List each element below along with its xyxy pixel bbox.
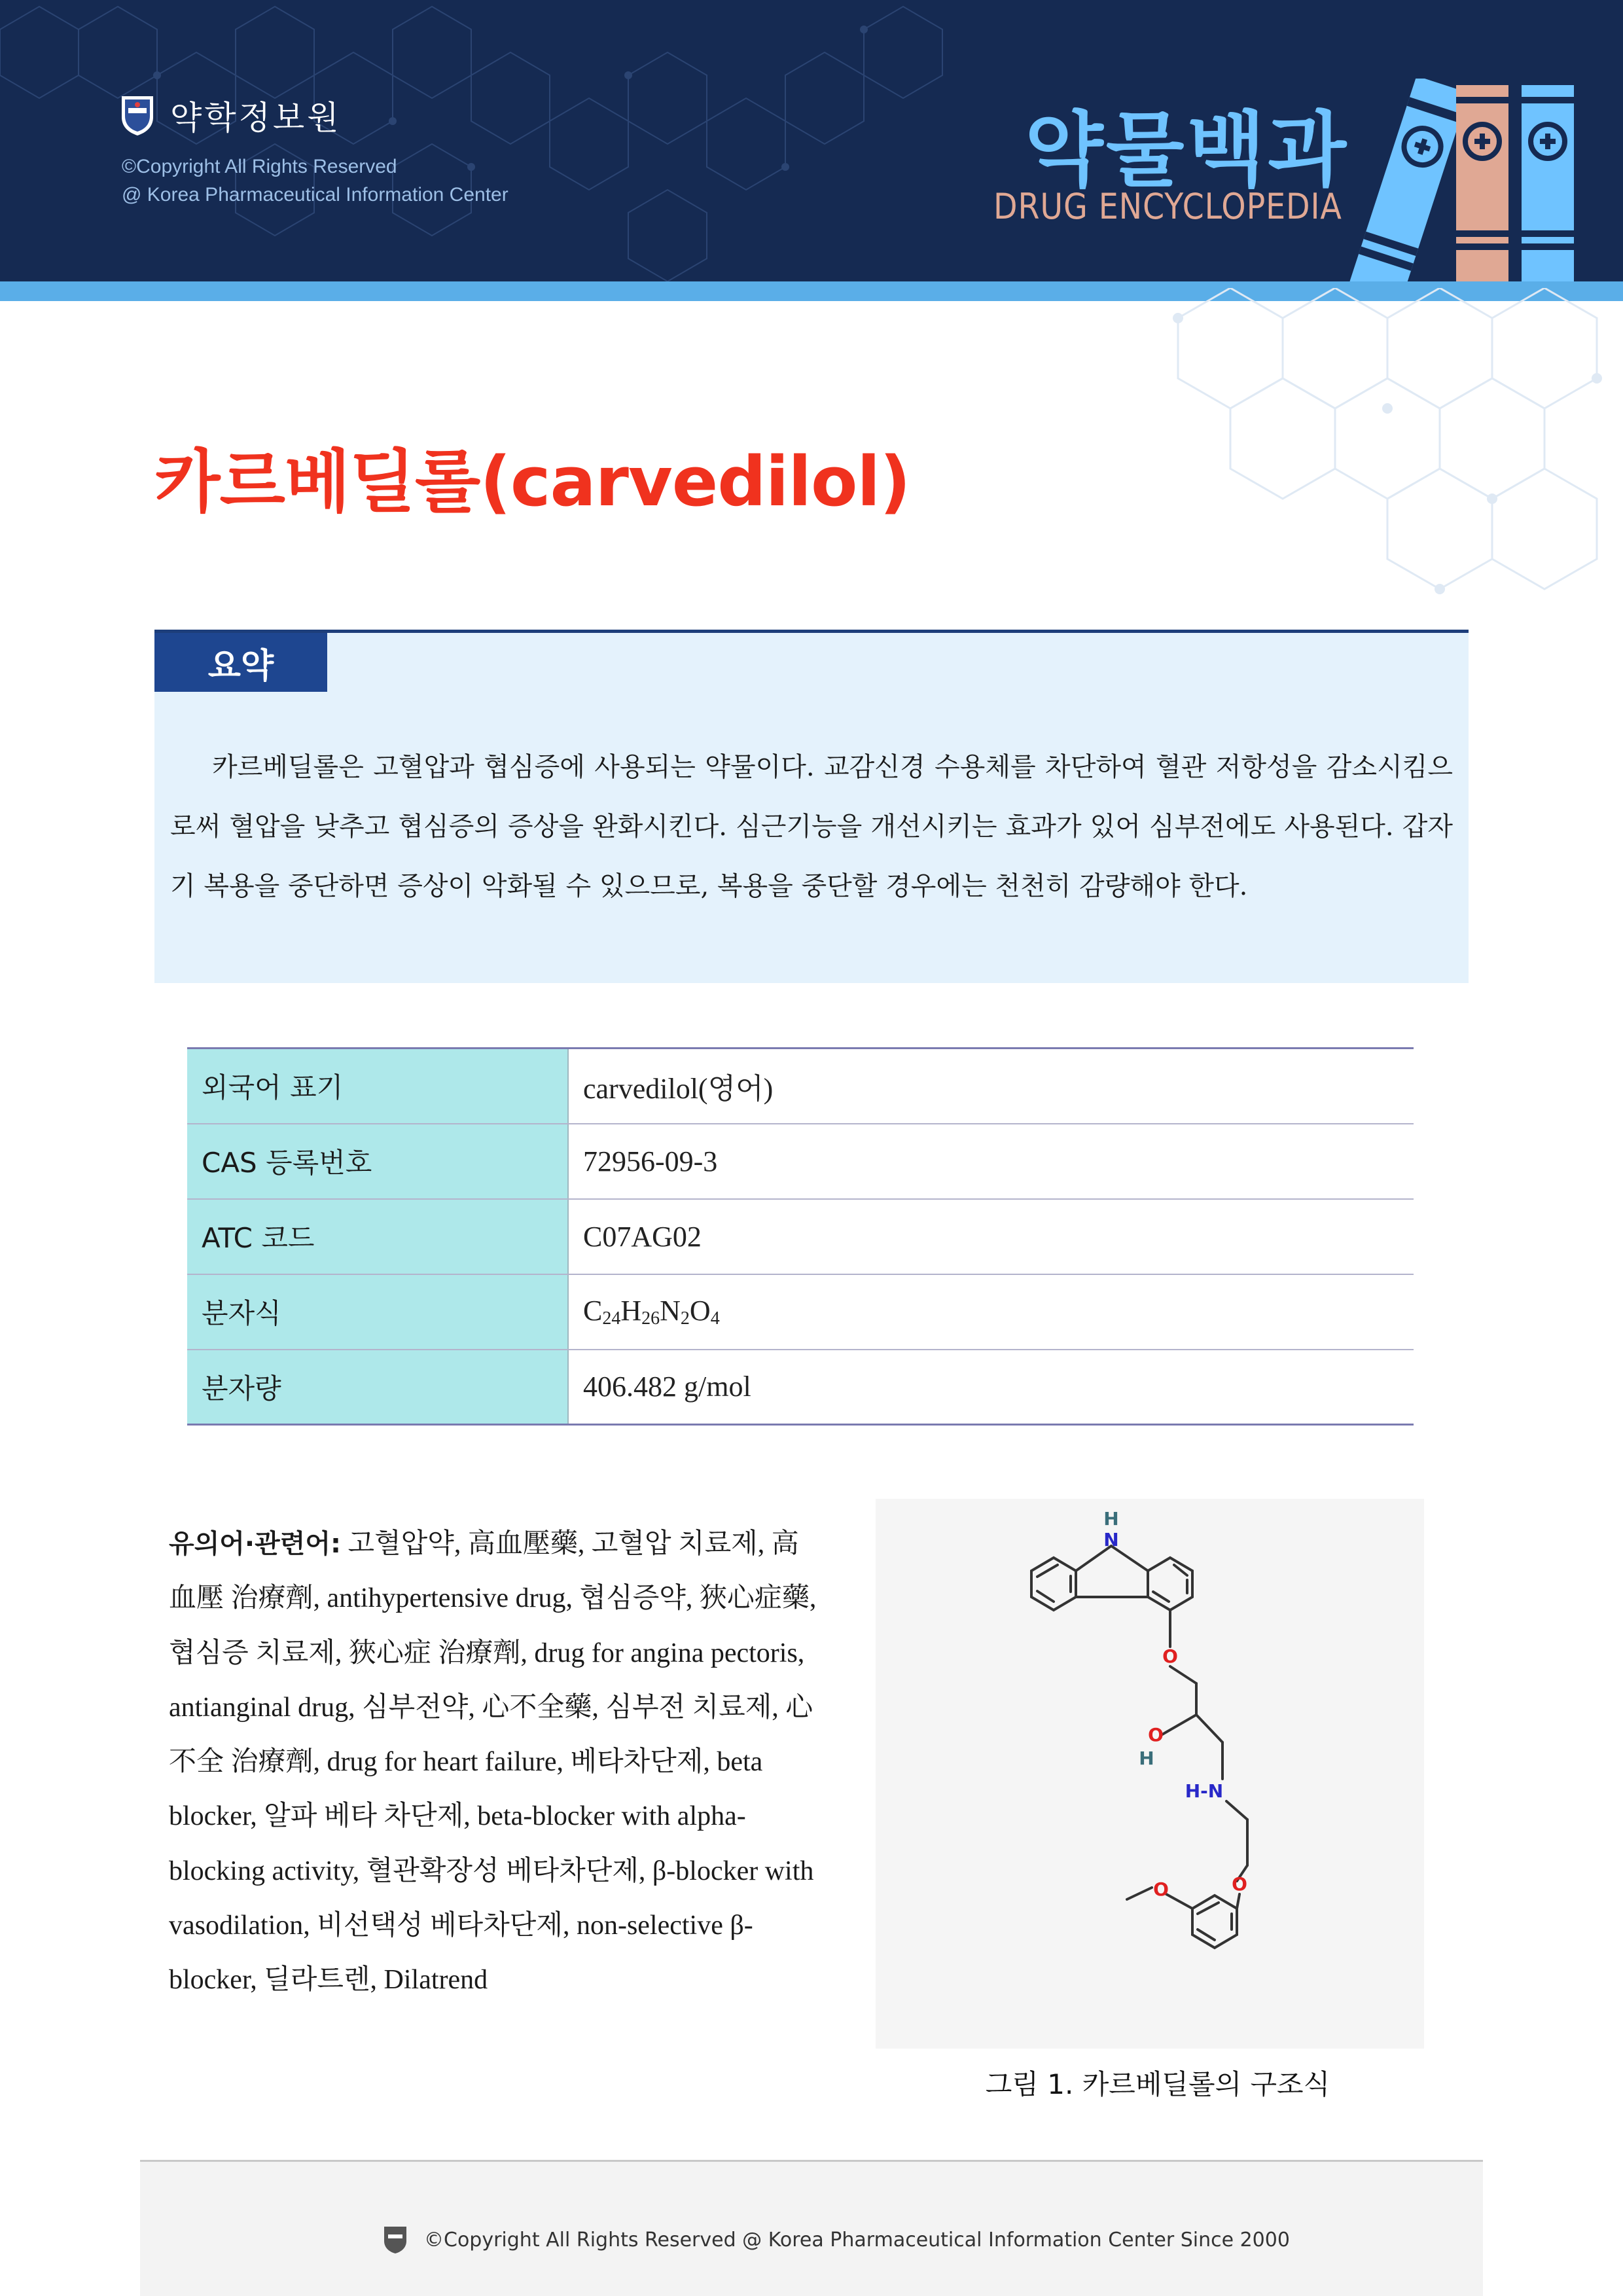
carvedilol-structure-diagram xyxy=(876,1499,1424,2049)
page-title: 카르베딜롤(carvedilol) xyxy=(154,442,910,522)
mw-value: 406.482 g/mol xyxy=(568,1350,1414,1425)
table-row xyxy=(187,1350,1414,1425)
org-name: 약학정보원 xyxy=(170,99,342,137)
foreign-name-value: carvedilol(영어) xyxy=(568,1049,1414,1124)
formula-value xyxy=(568,1274,1414,1350)
summary-text: 카르베딜롤은 고혈압과 협심증에 사용되는 약물이다. 교감신경 수용체를 차단하여 혈관 저항성을 감소시킴으로써 혈압을 낮추고 협심증의 증상을 완화시킨다. 심근기능을 개선시키는 효과가 있어 심부전에도 사용된다. 갑자기 복용을 중단하면 증상이 악화될 수 있으므로, 복용을 중단할 경우에는 천천히 감량해야 한다. xyxy=(170,752,1453,901)
table-row xyxy=(187,1049,1414,1124)
kpic-logo xyxy=(119,92,342,139)
formula-c: C xyxy=(583,1295,603,1327)
header-copyright-line1: ©Copyright All Rights Reserved xyxy=(122,156,397,177)
formula-label: 분자식 xyxy=(187,1274,568,1350)
drug-info-table xyxy=(187,1047,1414,1426)
atom-o1: O xyxy=(1162,1645,1178,1667)
table-row xyxy=(187,1124,1414,1199)
foreign-name-label: 외국어 표기 xyxy=(187,1049,568,1124)
encyclopedia-title-kr: 약물백과 xyxy=(1025,103,1349,198)
formula-n: N xyxy=(660,1295,681,1327)
atc-label: ATC 코드 xyxy=(187,1199,568,1274)
cas-value: 72956-09-3 xyxy=(568,1124,1414,1199)
atom-o3: O xyxy=(1153,1878,1169,1900)
atom-h-top: H xyxy=(1103,1508,1119,1530)
figure-caption: 그림 1. 카르베딜롤의 구조식 xyxy=(985,2068,1330,2100)
atc-value: C07AG02 xyxy=(568,1199,1414,1274)
formula-n-count: 2 xyxy=(680,1308,690,1329)
header-copyright-line2: @ Korea Pharmaceutical Information Center xyxy=(122,184,508,206)
formula-c-count: 24 xyxy=(602,1308,621,1329)
encyclopedia-title-en: DRUG ENCYCLOPEDIA xyxy=(993,186,1342,227)
formula-o-count: 4 xyxy=(710,1308,720,1329)
formula-h-count: 26 xyxy=(641,1308,660,1329)
page-hexagon-decoration-icon xyxy=(903,288,1623,602)
footer-content xyxy=(382,2225,1290,2255)
table-row xyxy=(187,1274,1414,1350)
table-row xyxy=(187,1199,1414,1274)
structure-figure xyxy=(876,1499,1424,2049)
summary-tab-label: 요약 xyxy=(154,633,327,692)
cas-label: CAS 등록번호 xyxy=(187,1124,568,1199)
header-copyright xyxy=(122,152,508,209)
atom-nh: H-N xyxy=(1185,1780,1224,1802)
formula-h: H xyxy=(620,1295,642,1327)
related-terms xyxy=(169,1517,825,2008)
footer xyxy=(140,2160,1483,2296)
footer-copyright: ©Copyright All Rights Reserved @ Korea Pharmaceutical Information Center Since 2000 xyxy=(424,2228,1290,2251)
related-terms-label: 유의어·관련어: xyxy=(169,1529,342,1559)
formula-o: O xyxy=(689,1295,711,1327)
shield-logo-icon xyxy=(119,94,156,137)
mw-label: 분자량 xyxy=(187,1350,568,1425)
summary-box xyxy=(154,630,1469,983)
books-icon xyxy=(1335,79,1597,281)
atom-o2: O xyxy=(1232,1873,1247,1895)
atom-n-top: N xyxy=(1103,1529,1119,1551)
atom-oh-o: O xyxy=(1148,1724,1164,1746)
atom-oh-h: H xyxy=(1139,1748,1154,1769)
shield-logo-icon xyxy=(382,2225,408,2255)
header-banner xyxy=(0,0,1623,281)
related-terms-list: 고혈압약, 高血壓藥, 고혈압 치료제, 高血壓 治療劑, antihypertensive drug, 협심증약, 狹心症藥, 협심증 치료제, 狹心症 治療劑, drug for angina pectoris, antianginal drug, 심부전약, 心不全藥, 심부전 치료제, 心不全 治療劑, drug for heart failure, 베타차단제, beta blocker, 알파 베타 차단제, beta-blocker with alpha-blocking activity, 혈관확장성 베타차단제, β-blocker with vasodilation, 비선택성 베타차단제, non-selective β-blocker, 딜라트렌, Dilatrend xyxy=(169,1529,817,1996)
